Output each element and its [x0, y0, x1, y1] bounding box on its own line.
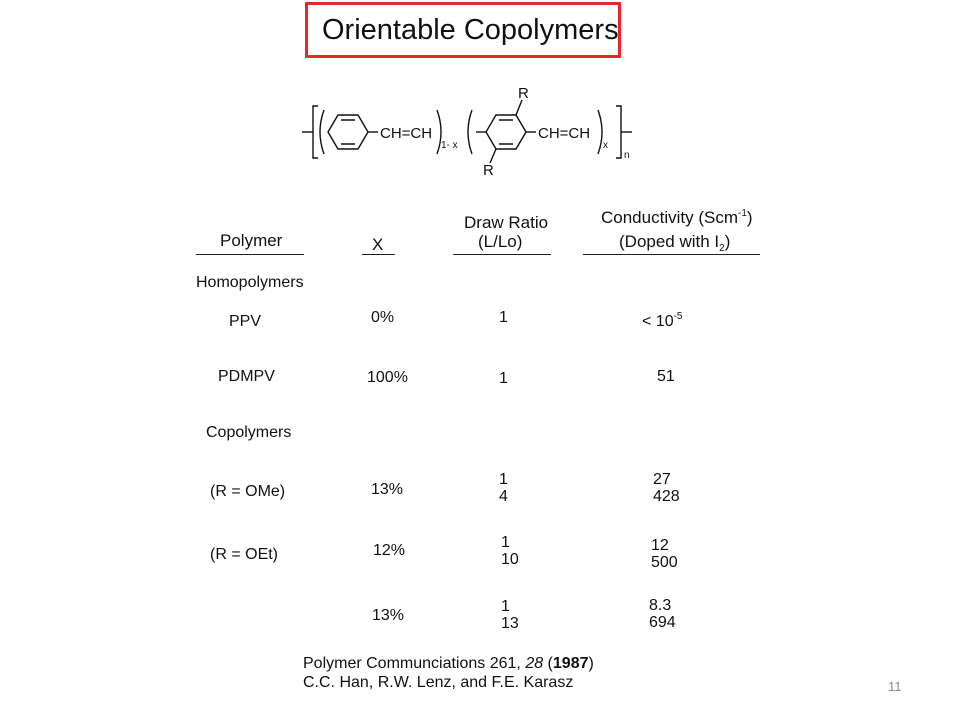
row-conductivity — [642, 313, 683, 331]
reference-journal-name: Polymer Communciations 261, — [303, 655, 526, 672]
row-draw: 1 — [501, 534, 510, 551]
row-draw: 10 — [501, 551, 519, 568]
header-doped — [619, 232, 730, 252]
header-rule-polymer — [196, 254, 304, 255]
row-conductivity: 51 — [657, 368, 675, 385]
row-draw: 1 — [499, 471, 508, 488]
row-x: 12% — [373, 542, 406, 559]
row-polymer: PPV — [229, 313, 262, 330]
row-conductivity: 27 — [653, 471, 671, 488]
row-conductivity: 694 — [649, 614, 676, 631]
header-doped-text: (Doped with I — [619, 232, 720, 251]
header-conductivity-end: ) — [746, 208, 753, 227]
row-conductivity-sup: -5 — [673, 311, 683, 322]
row-polymer: (R = OMe) — [210, 483, 286, 500]
reference-year: 1987 — [552, 655, 589, 672]
header-rule-x — [362, 254, 395, 255]
header-rule-conductivity — [583, 254, 760, 255]
slide-number: 11 — [888, 679, 902, 694]
header-doped-sub: 2 — [719, 243, 725, 254]
ch-right-label: CH=CH — [538, 125, 591, 142]
row-draw: 1 — [499, 309, 508, 326]
header-doped-end: ) — [724, 232, 731, 251]
header-conductivity-sup: -1 — [737, 208, 747, 219]
r-bottom-label: R — [483, 162, 494, 178]
row-draw: 13 — [501, 615, 519, 632]
reference-paren-close: ) — [588, 655, 594, 672]
header-draw-ratio: Draw Ratio — [464, 213, 549, 232]
row-polymer: (R = OEt) — [210, 546, 279, 563]
row-draw: 4 — [499, 488, 508, 505]
reference-journal — [303, 654, 594, 673]
row-conductivity: 8.3 — [649, 597, 672, 614]
slide-title: Orientable Copolymers — [322, 14, 619, 46]
row-conductivity: 500 — [651, 554, 678, 571]
row-conductivity: 428 — [653, 488, 680, 505]
row-polymer: PDMPV — [218, 368, 275, 385]
subscript-1-x: 1- x — [441, 140, 458, 151]
row-x: 100% — [367, 369, 408, 386]
ch-left-label: CH=CH — [380, 125, 433, 142]
header-conductivity — [601, 208, 753, 228]
copolymer-structure — [300, 78, 640, 178]
row-draw: 1 — [499, 370, 508, 387]
r-top-label: R — [518, 85, 529, 102]
header-x: X — [372, 235, 384, 254]
header-polymer: Polymer — [220, 231, 283, 250]
reference-paren-open: ( — [543, 655, 553, 672]
row-conductivity: 12 — [651, 537, 669, 554]
subscript-x: x — [603, 140, 608, 151]
row-x: 13% — [371, 481, 404, 498]
header-rule-draw — [453, 254, 551, 255]
reference-authors: C.C. Han, R.W. Lenz, and F.E. Karasz — [303, 674, 574, 691]
section-homopolymers: Homopolymers — [196, 274, 304, 291]
header-draw-ratio-unit: (L/Lo) — [478, 232, 523, 251]
row-conductivity-value: < 10 — [642, 313, 674, 330]
row-x: 0% — [371, 309, 395, 326]
section-copolymers: Copolymers — [206, 424, 292, 441]
subscript-n: n — [624, 150, 630, 161]
reference-volume: 28 — [525, 655, 544, 672]
header-conductivity-text: Conductivity (Scm — [601, 208, 738, 227]
row-draw: 1 — [501, 598, 510, 615]
row-x: 13% — [372, 607, 405, 624]
